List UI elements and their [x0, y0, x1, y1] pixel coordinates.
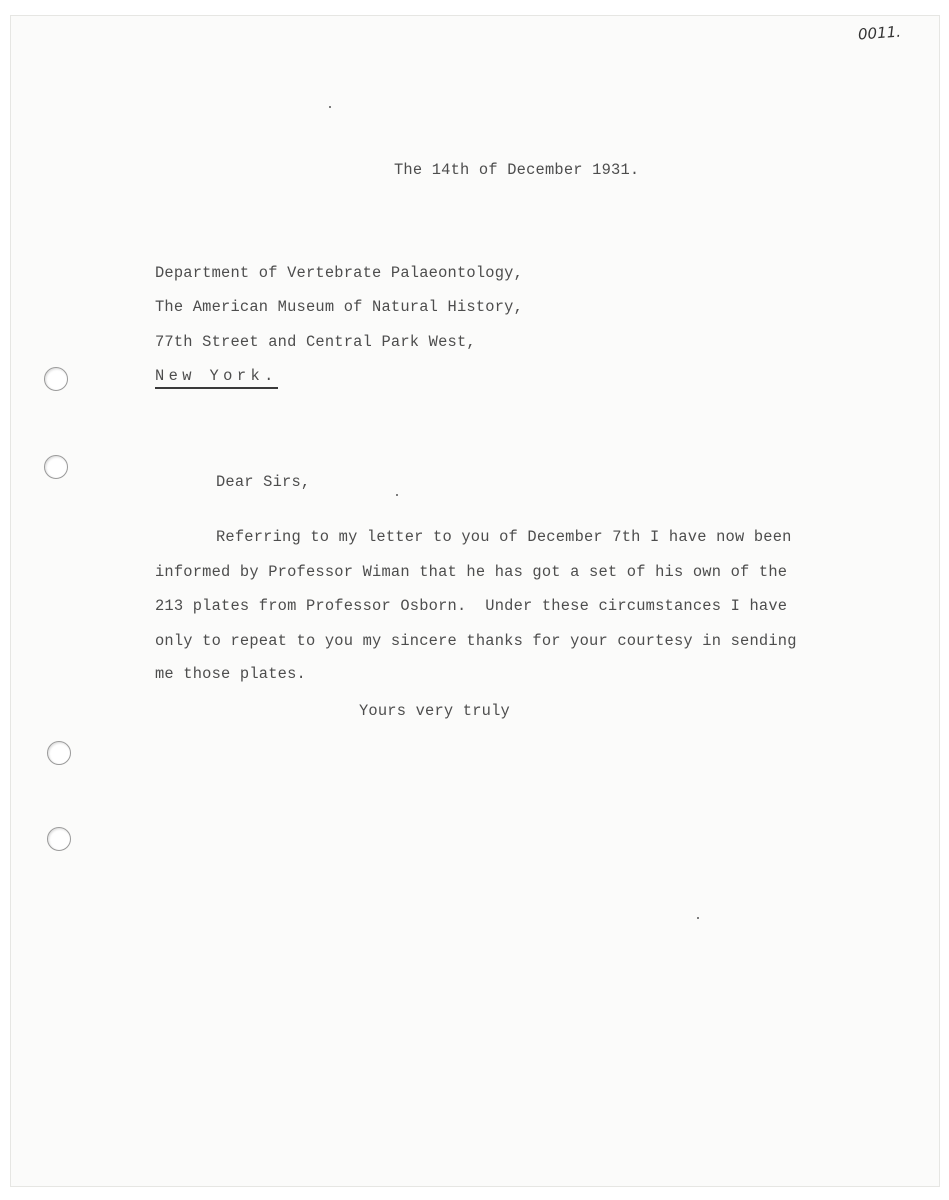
punch-hole [47, 741, 71, 765]
body-line: me those plates. [155, 665, 306, 683]
address-line: Department of Vertebrate Palaeontology, [155, 264, 523, 282]
punch-hole [44, 367, 68, 391]
punch-hole [47, 827, 71, 851]
paper-speck [329, 106, 331, 108]
letter-date: The 14th of December 1931. [394, 161, 640, 179]
body-line: only to repeat to you my sincere thanks for your courtesy in sending [155, 632, 797, 650]
address-city: New York. [155, 369, 278, 389]
closing: Yours very truly [359, 702, 510, 720]
body-line: informed by Professor Wiman that he has got a set of his own of the [155, 563, 788, 581]
body-line: 213 plates from Professor Osborn. Under these circumstances I have [155, 597, 788, 615]
page-number: 0011. [857, 22, 902, 44]
salutation: Dear Sirs, [216, 473, 311, 491]
address-line: 77th Street and Central Park West, [155, 333, 476, 351]
address-line: The American Museum of Natural History, [155, 298, 523, 316]
body-line: Referring to my letter to you of December 7th I have now been [216, 528, 792, 546]
paper-speck [697, 917, 699, 919]
paper-speck [396, 494, 398, 496]
punch-hole [44, 455, 68, 479]
